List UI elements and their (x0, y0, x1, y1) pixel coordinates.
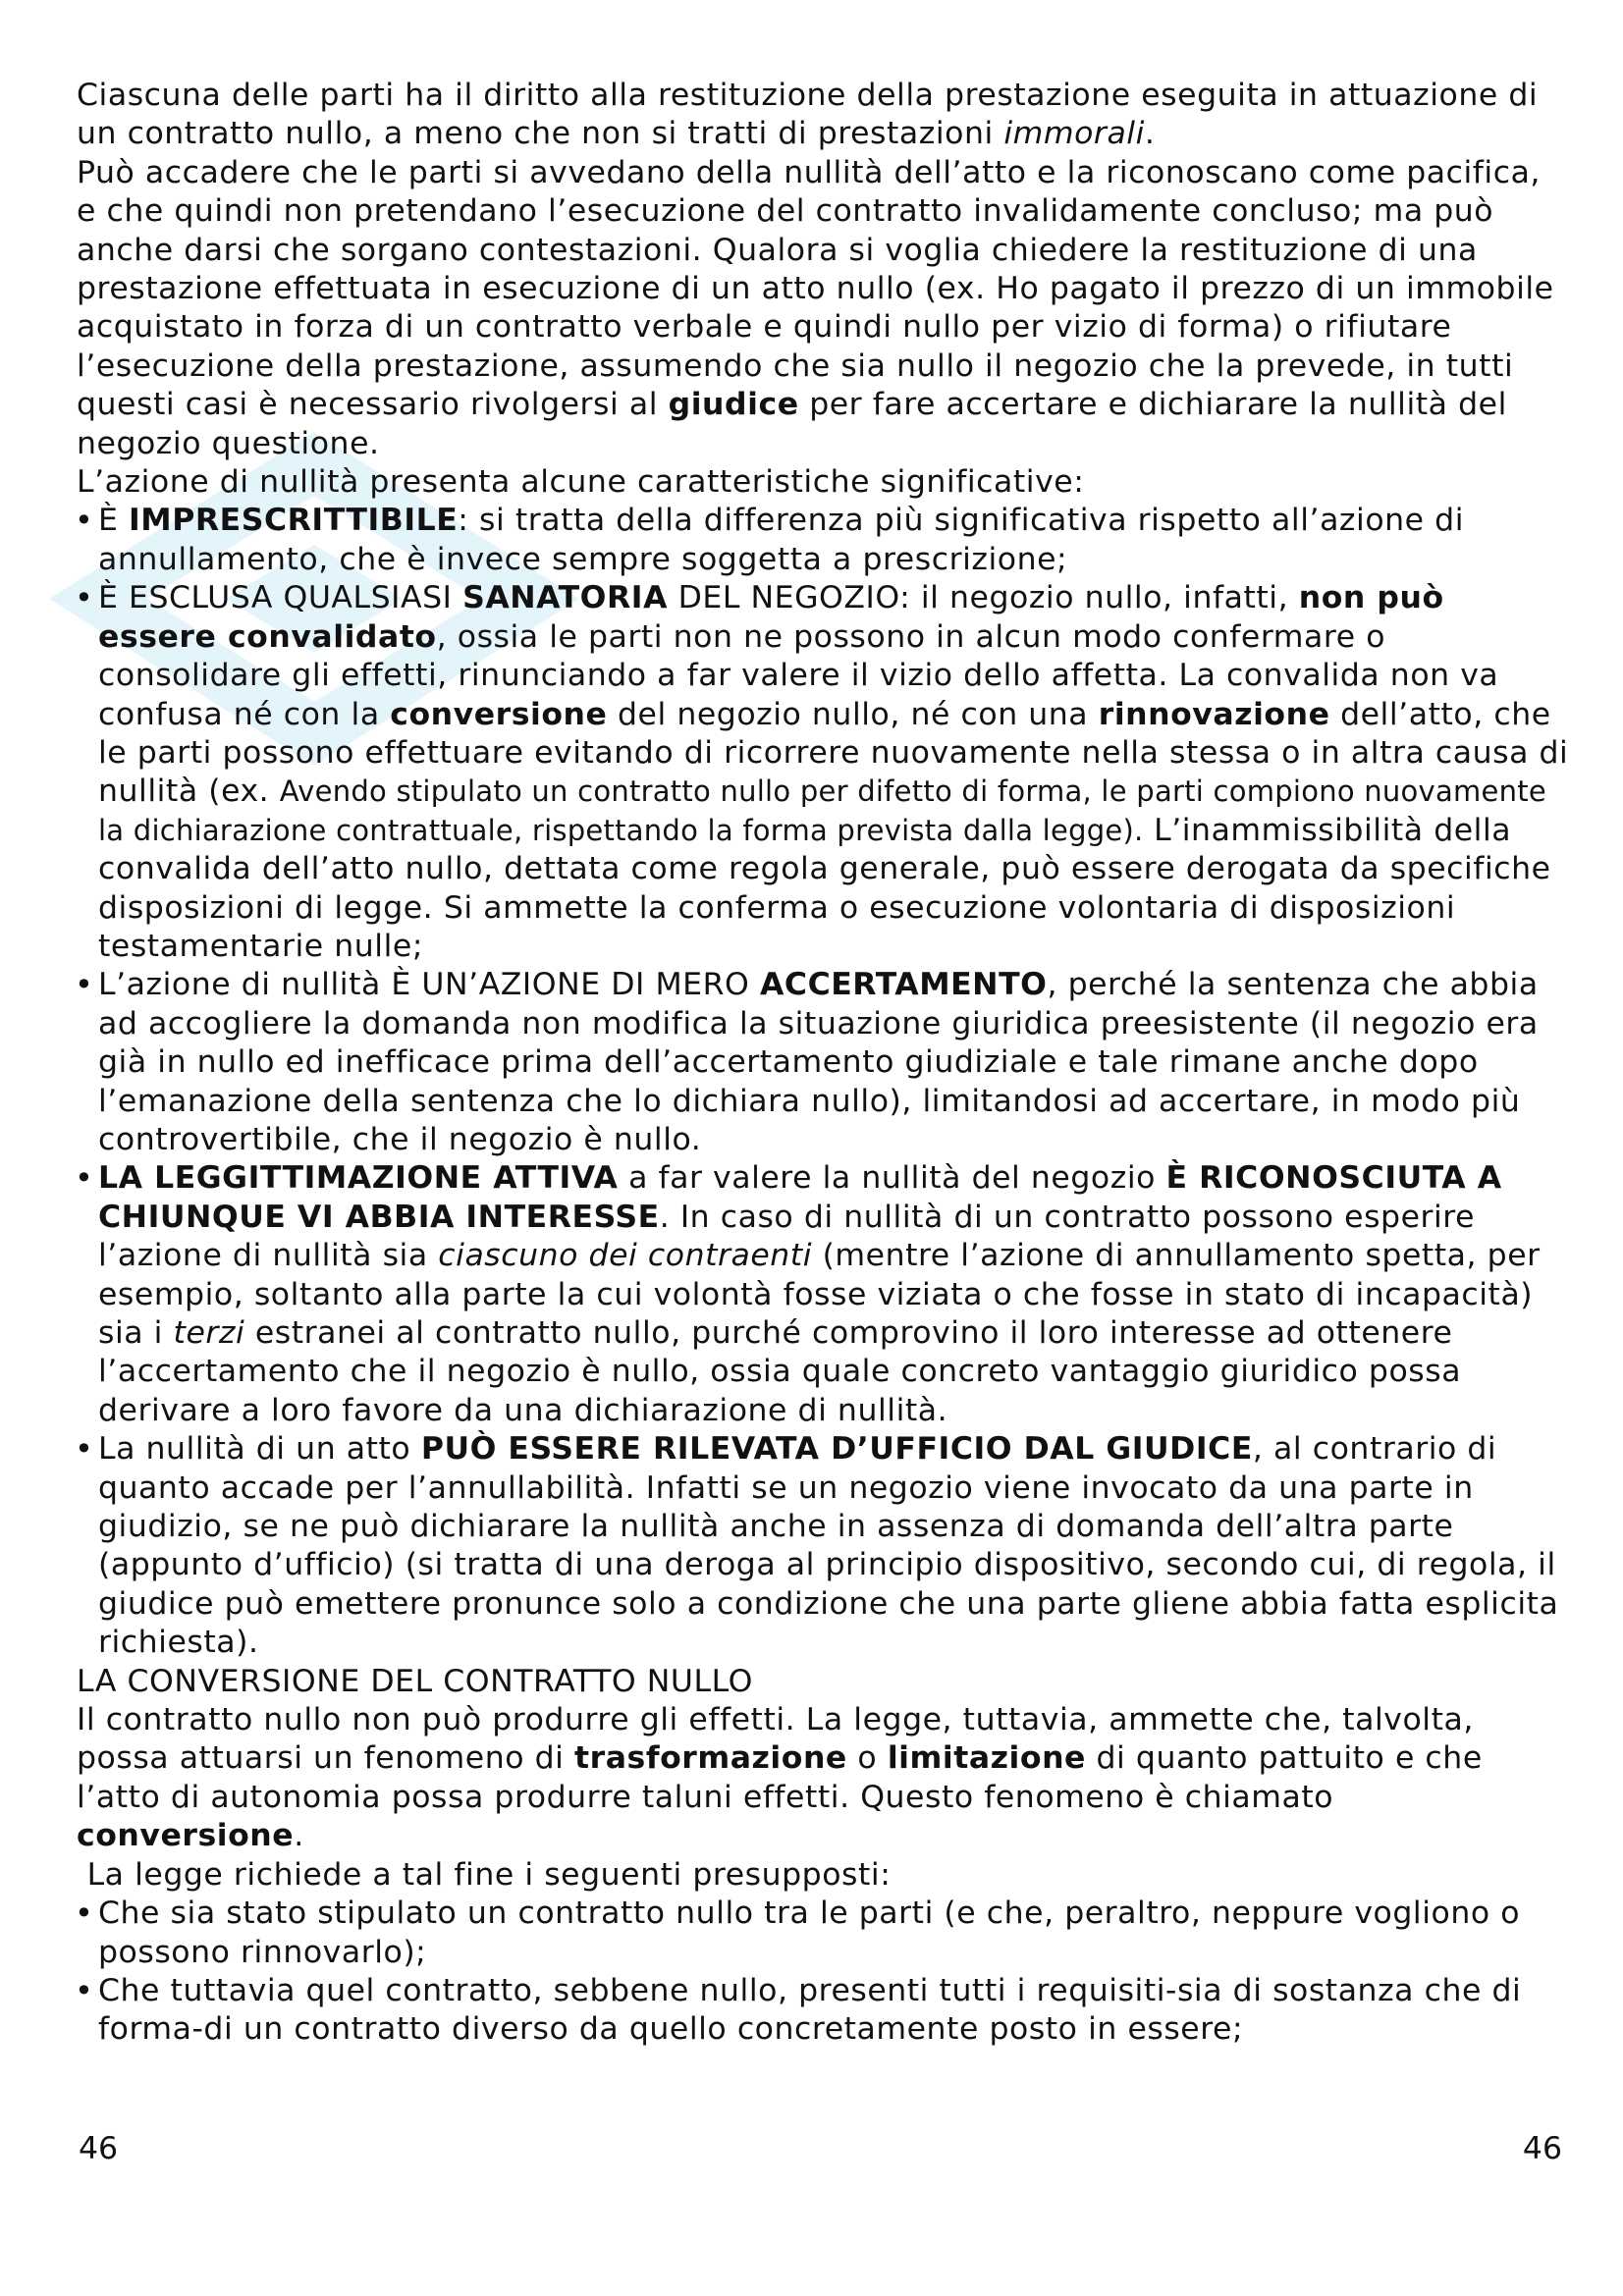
list-item-legittimazione: • LA LEGGITTIMAZIONE ATTIVA a far valere la nullità del negozio È RICONOSCIUTA A CHIUNQUE VI ABBIA INTERESSE. In caso di nullità di un contratto possono esperire l’azione di nullità sia ciascuno dei contraenti (mentre l’azione di annullamento spetta, per esempio, soltanto alla parte la cui volontà fosse viziata o che fosse in stato di incapacità) sia i terzi estranei al contratto nullo, purché comprovino il loro interesse ad ottenere l’accertamento che il negozio è nullo, ossia quale concreto vantaggio giuridico possa derivare a loro favore da una dichiarazione di nullità. (77, 1159, 1569, 1430)
list-item-sanatoria: • È ESCLUSA QUALSIASI SANATORIA DEL NEGOZIO: il negozio nullo, infatti, non può essere convalidato, ossia le parti non ne possono in alcun modo confermare o consolidare gli effetti, rinunciando a far valere il vizio dello affetta. La convalida non va confusa né con la conversione del negozio nullo, né con una rinnovazione dell’atto, che le parti possono effettuare evitando di ricorrere nuovamente nella stessa o in altra causa di nullità (ex. Avendo stipulato un contratto nullo per difetto di forma, le parti compiono nuovamente la dichiarazione contrattuale, rispettando la forma prevista dalla legge). L’inammissibilità della convalida dell’atto nullo, dettata come regola generale, può essere derogata da specifiche disposizioni di legge. Si ammette la conferma o esecuzione volontaria di disposizioni testamentarie nulle; (77, 579, 1569, 966)
paragraph-conversione: Il contratto nullo non può produrre gli effetti. La legge, tuttavia, ammette che, talvolta, possa attuarsi un fenomeno di trasformazione o limitazione di quanto pattuito e che l’atto di autonomia possa produrre taluni effetti. Questo fenomeno è chiamato conversione. (77, 1702, 1483, 1854)
list-caratteristiche (77, 502, 1569, 1662)
list-item-imprescrittibile: • È IMPRESCRITTIBILE: si tratta della differenza più significativa rispetto all’azione di annullamento, che è invece sempre soggetta a prescrizione; (77, 502, 1569, 579)
section-heading: LA CONVERSIONE DEL CONTRATTO NULLO (77, 1663, 753, 1699)
list-presupposti (77, 1895, 1569, 2050)
paragraph-caratteristiche-intro: L’azione di nullità presenta alcune caratteristiche significative: (77, 464, 1085, 501)
list-item-presupposto-1: • Che sia stato stipulato un contratto nullo tra le parti (e che, peraltro, neppure vogliono o possono rinnovarlo); (77, 1895, 1569, 1972)
paragraph-presupposti-intro: La legge richiede a tal fine i seguenti presupposti: (77, 1856, 892, 1893)
paragraph-contestazioni: Può accadere che le parti si avvedano della nullità dell’atto e la riconoscano come pacifica, e che quindi non pretendano l’esecuzione del contratto invalidamente concluso; ma può anche darsi che sorgano contestazioni. Qualora si voglia chiedere la restituzione di una prestazione effettuata in esecuzione di un atto nullo (ex. Ho pagato il prezzo di un immobile acquistato in forza di un contratto verbale e quindi nullo per vizio di forma) o rifiutare l’esecuzione della prestazione, assumendo che sia nullo il negozio che la prevede, in tutti questi casi è necessario rivolgersi al giudice per fare accertare e dichiarare la nullità del negozio questione. (77, 154, 1554, 461)
page-number-left: 46 (79, 2131, 119, 2166)
list-item-rilevabilita-ufficio: • La nullità di un atto PUÒ ESSERE RILEVATA D’UFFICIO DAL GIUDICE, al contrario di quanto accade per l’annullabilità. Infatti se un negozio viene invocato da una parte in giudizio, se ne può dichiarare la nullità anche in assenza di domanda dell’altra parte (appunto d’ufficio) (si tratta di una deroga al principio dispositivo, secondo cui, di regola, il giudice può emettere pronunce solo a condizione che una parte gliene abbia fatta esplicita richiesta). (77, 1430, 1569, 1662)
list-item-presupposto-2: • Che tuttavia quel contratto, sebbene nullo, presenti tutti i requisiti-sia di sostanza che di forma-di un contratto diverso da quello concretamente posto in essere; (77, 1972, 1569, 2050)
page-number-right: 46 (1522, 2131, 1562, 2166)
paragraph-restituzione: Ciascuna delle parti ha il diritto alla restituzione della prestazione eseguita in attuazione di un contratto nullo, a meno che non si tratti di prestazioni immorali. (77, 78, 1539, 152)
list-item-accertamento: • L’azione di nullità È UN’AZIONE DI MERO ACCERTAMENTO, perché la sentenza che abbia ad accogliere la domanda non modifica la situazione giuridica preesistente (il negozio era già in nullo ed inefficace prima dell’accertamento giudiziale e tale rimane anche dopo l’emanazione della sentenza che lo dichiara nullo), limitandosi ad accertare, in modo più controvertibile, che il negozio è nullo. (77, 966, 1569, 1159)
document-body (77, 77, 1569, 2050)
